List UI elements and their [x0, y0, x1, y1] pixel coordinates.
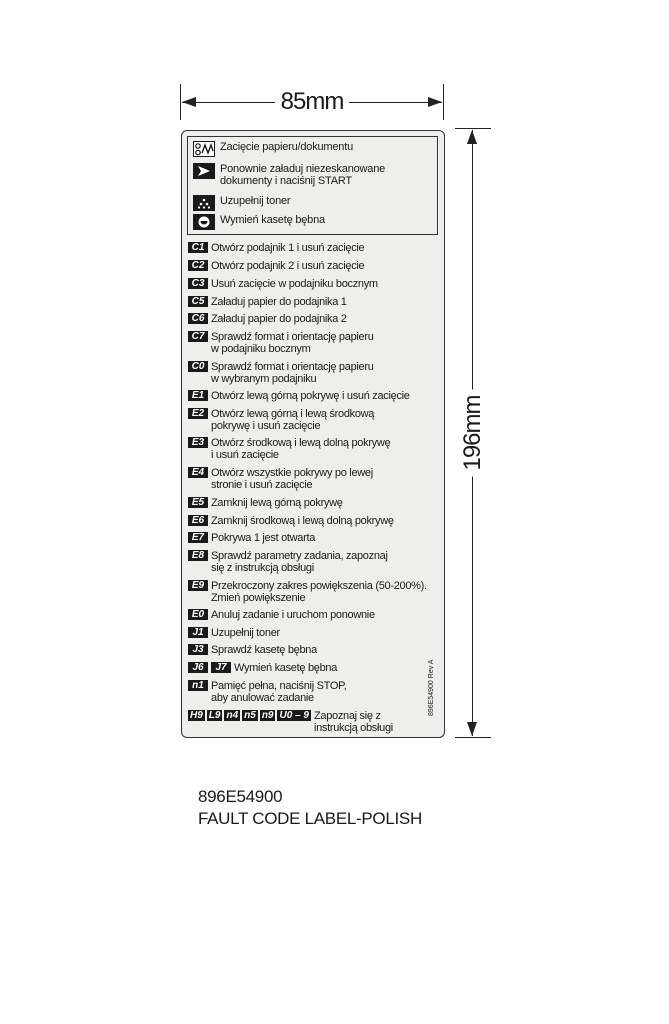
- code-badge: C6: [188, 313, 208, 324]
- code-badge: H9: [190, 710, 203, 721]
- code-badge: U0 – 9: [279, 710, 309, 721]
- code-text: Otwórz lewą górną pokrywę i usuń zacięcie: [211, 390, 410, 402]
- code-badge: C5: [188, 296, 208, 307]
- part-title: FAULT CODE LABEL-POLISH: [198, 809, 422, 828]
- code-text: Wymień kasetę bębna: [234, 662, 338, 674]
- instruction-row: [193, 195, 290, 211]
- instruction-row: [193, 163, 385, 187]
- code-badge: E1: [188, 390, 208, 401]
- code-text: Otwórz wszystkie pokrywy po lewej stronie i usuń zacięcie: [211, 467, 373, 491]
- code-badge: C0: [188, 361, 208, 372]
- code-row: [188, 331, 374, 355]
- code-badge: E0: [188, 609, 208, 620]
- code-text: Usuń zacięcie w podajniku bocznym: [211, 278, 378, 290]
- code-row: [188, 260, 364, 272]
- code-row: [188, 532, 315, 544]
- code-row: [188, 680, 347, 704]
- code-row: [188, 515, 394, 527]
- width-label: 85mm: [275, 88, 350, 115]
- code-badge: C2: [188, 260, 208, 271]
- drum-icon: [193, 214, 215, 230]
- code-badge: C1: [188, 242, 208, 253]
- code-badge: J7: [211, 662, 231, 673]
- toner-icon: [193, 195, 215, 211]
- code-badge: J6: [188, 662, 208, 673]
- code-badge: E9: [188, 580, 208, 591]
- arrow-up-icon: [467, 130, 477, 144]
- height-label: 196mm: [459, 389, 487, 476]
- code-badge: E8: [188, 550, 208, 561]
- code-text: Otwórz środkową i lewą dolną pokrywę i usuń zacięcie: [211, 437, 391, 461]
- code-text: Anuluj zadanie i uruchom ponownie: [211, 609, 375, 621]
- arrow-right-icon: [193, 163, 215, 179]
- code-text: Załaduj papier do podajnika 2: [211, 313, 347, 325]
- fault-code-label: [181, 130, 445, 738]
- dimension-tick: [455, 737, 491, 738]
- paper-jam-icon: [193, 141, 215, 157]
- code-row: [188, 467, 373, 491]
- code-text: Otwórz podajnik 2 i usuń zacięcie: [211, 260, 365, 272]
- code-badge: E7: [188, 532, 208, 543]
- code-row: [188, 242, 364, 254]
- part-info: [198, 786, 422, 830]
- code-row: [188, 550, 388, 574]
- code-text: Sprawdź format i orientację papieru w podajniku bocznym: [211, 331, 374, 355]
- code-text: Otwórz lewą górną i lewą środkową pokrywę i usuń zacięcie: [211, 408, 375, 432]
- height-dimension: [455, 128, 491, 738]
- code-row: [188, 296, 347, 308]
- code-text: Zamknij lewą górną pokrywę: [211, 497, 343, 509]
- code-row: [188, 361, 374, 385]
- instruction-row: [193, 214, 325, 230]
- code-row: [188, 497, 343, 509]
- code-row: [188, 627, 280, 639]
- code-text: Sprawdź kasetę bębna: [211, 644, 317, 656]
- code-group: [188, 710, 311, 721]
- code-row: [188, 390, 410, 402]
- code-badge: L9: [208, 710, 221, 721]
- code-text: Sprawdź format i orientację papieru w wybranym podajniku: [211, 361, 374, 385]
- code-badge: J3: [188, 644, 208, 655]
- code-badge: E2: [188, 408, 208, 419]
- code-badge: J1: [188, 627, 208, 638]
- code-badge: C3: [188, 278, 208, 289]
- dimension-tick: [455, 128, 491, 129]
- code-text: Sprawdź parametry zadania, zapoznaj się z instrukcją obsługi: [211, 550, 388, 574]
- code-text: Załaduj papier do podajnika 1: [211, 296, 347, 308]
- code-badge: E6: [188, 515, 208, 526]
- instruction-text: Zacięcie papieru/dokumentu: [220, 141, 353, 153]
- arrow-down-icon: [467, 722, 477, 736]
- width-dimension: [180, 84, 444, 120]
- code-text: Przekroczony zakres powiększenia (50-200%). Zmień powiększenie: [211, 580, 427, 604]
- instruction-text: Uzupełnij toner: [220, 195, 291, 207]
- code-row: [188, 437, 390, 461]
- code-badge: n9: [261, 710, 274, 721]
- code-badge: E3: [188, 437, 208, 448]
- code-text: Zamknij środkową i lewą dolną pokrywę: [211, 515, 394, 527]
- part-number: 896E54900: [198, 787, 283, 806]
- code-text: Zapoznaj się z instrukcją obsługi: [313, 710, 393, 734]
- code-row: [188, 662, 337, 674]
- code-badge: C7: [188, 331, 208, 342]
- revision-text: 896E54900 Rev A: [428, 659, 435, 716]
- instruction-text: Wymień kasetę bębna: [220, 214, 325, 226]
- code-row: [188, 278, 378, 290]
- instruction-row: [193, 141, 353, 157]
- code-text: Pamięć pełna, naciśnij STOP, aby anulować zadanie: [211, 680, 347, 704]
- code-text: Uzupełnij toner: [211, 627, 280, 639]
- code-row: [188, 710, 393, 734]
- top-instructions-box: [187, 136, 438, 235]
- code-badge: n1: [188, 680, 208, 691]
- code-row: [188, 408, 374, 432]
- code-row: [188, 609, 375, 621]
- code-row: [188, 313, 347, 325]
- code-badge: E4: [188, 467, 208, 478]
- code-row: [188, 644, 317, 656]
- code-row: [188, 580, 427, 604]
- code-badge: n4: [226, 710, 239, 721]
- code-badge: n5: [244, 710, 256, 721]
- code-text: Pokrywa 1 jest otwarta: [211, 532, 316, 544]
- instruction-text: Ponownie załaduj niezeskanowane dokumenty i naciśnij START: [220, 163, 386, 187]
- code-text: Otwórz podajnik 1 i usuń zacięcie: [211, 242, 365, 254]
- code-badge: E5: [188, 497, 208, 508]
